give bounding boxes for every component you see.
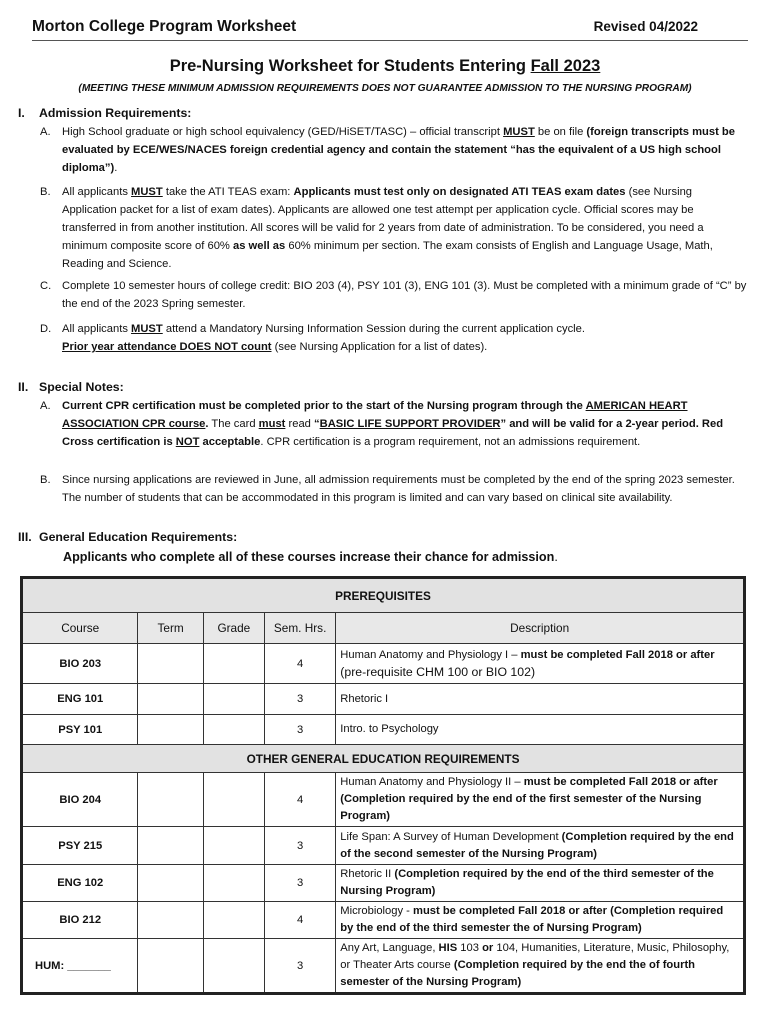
section-title: Special Notes: — [39, 380, 124, 394]
section-number: III. — [18, 530, 32, 544]
course-description: Rhetoric I — [336, 684, 745, 715]
term-cell[interactable] — [138, 773, 203, 827]
section-3-heading — [18, 530, 238, 544]
table-row — [22, 715, 745, 745]
grade-cell[interactable] — [203, 715, 264, 745]
grade-cell[interactable] — [203, 644, 264, 684]
worksheet-title — [0, 57, 770, 76]
sem-hours: 3 — [264, 827, 335, 865]
course-description: Microbiology - must be completed Fall 2018 or after (Completion required by the end of the third semester the of Nursing Program) — [336, 902, 745, 939]
page-header — [32, 18, 748, 41]
course-description: Human Anatomy and Physiology II – must be completed Fall 2018 or after (Completion required by the end of the first semester of the Nursing Program) — [336, 773, 745, 827]
special-note-b — [40, 471, 748, 507]
course-code: BIO 212 — [22, 902, 138, 939]
course-description: Any Art, Language, HIS 103 or 104, Humanities, Literature, Music, Philosophy, or Theater Arts course (Completion required by the end the of fourth semester of the Nursing Program) — [336, 939, 745, 994]
sem-hours: 4 — [264, 644, 335, 684]
term-cell[interactable] — [138, 684, 203, 715]
disclaimer: (MEETING THESE MINIMUM ADMISSION REQUIREMENTS DOES NOT GUARANTEE ADMISSION TO THE NURSING PROGRAM) — [78, 83, 692, 94]
other-title: OTHER GENERAL EDUCATION REQUIREMENTS — [22, 745, 745, 773]
item-label: A. — [40, 400, 51, 412]
col-description: Description — [336, 613, 745, 644]
sem-hours: 4 — [264, 902, 335, 939]
term-cell[interactable] — [138, 902, 203, 939]
item-text: All applicants MUST take the ATI TEAS exam: Applicants must test only on designated ATI TEAS exam dates (see Nursing Application packet for a list of exam dates). Applicants are allowed one test attempt per application cycle. Official scores may be transferred in from another institution. All scores will be valid for 2 years from date of administration. To be considered, you need a minimum composite score of 60% as well as 60% minimum per section. The exam consists of English and Language Usage, Math, Reading and Science. — [62, 186, 713, 270]
course-code: BIO 203 — [22, 644, 138, 684]
item-text: Since nursing applications are reviewed in June, all admission requirements must be completed by the end of the spring 2023 semester. The number of students that can be accommodated in this program is limited and can vary based on clinical site availability. — [62, 474, 735, 504]
item-label: C. — [40, 280, 52, 292]
item-label: B. — [40, 474, 51, 486]
table-row — [22, 644, 745, 684]
term-cell[interactable] — [138, 865, 203, 902]
course-code: PSY 215 — [22, 827, 138, 865]
section-1-heading — [18, 106, 192, 120]
requirement-b — [40, 183, 748, 273]
col-grade: Grade — [203, 613, 264, 644]
requirement-d — [40, 320, 748, 356]
item-text: High School graduate or high school equivalency (GED/HiSET/TASC) – official transcript MUST be on file (foreign transcripts must be evaluated by ECE/WES/NACES foreign credential agency and contain the statement “has the equivalent of a US high school diploma”). — [62, 126, 735, 174]
sem-hours: 3 — [264, 939, 335, 994]
section-2-heading — [18, 380, 124, 394]
table-row — [22, 684, 745, 715]
special-note-a — [40, 397, 748, 451]
term-cell[interactable] — [138, 939, 203, 994]
grade-cell[interactable] — [203, 865, 264, 902]
term-cell[interactable] — [138, 827, 203, 865]
course-description: Intro. to Psychology — [336, 715, 745, 745]
prereq-band — [22, 578, 745, 613]
applicants-note: Applicants who complete all of these courses increase their chance for admission. — [63, 550, 558, 564]
section-number: II. — [18, 380, 29, 394]
course-code: BIO 204 — [22, 773, 138, 827]
prereq-title: PREREQUISITES — [22, 578, 745, 613]
sem-hours: 3 — [264, 715, 335, 745]
col-hours: Sem. Hrs. — [264, 613, 335, 644]
revision-date: Revised 04/2022 — [593, 19, 698, 34]
col-course: Course — [22, 613, 138, 644]
col-term: Term — [138, 613, 203, 644]
requirement-c — [40, 277, 748, 313]
other-band — [22, 745, 745, 773]
title-term: Fall 2023 — [530, 57, 601, 75]
course-code[interactable]: HUM: _______ — [22, 939, 138, 994]
table-row — [22, 902, 745, 939]
requirement-a — [40, 123, 740, 177]
term-cell[interactable] — [138, 644, 203, 684]
table-row — [22, 865, 745, 902]
item-label: A. — [40, 126, 51, 138]
grade-cell[interactable] — [203, 684, 264, 715]
section-number: I. — [18, 106, 25, 120]
item-label: D. — [40, 323, 52, 335]
item-text: Current CPR certification must be completed prior to the start of the Nursing program through the AMERICAN HEART ASSOCIATION CPR course. The card must read “BASIC LIFE SUPPORT PROVIDER” and will be valid for a 2-year period. Red Cross certification is NOT acceptable. CPR certification is a program requirement, not an admissions requirement. — [62, 400, 724, 448]
grade-cell[interactable] — [203, 827, 264, 865]
college-title: Morton College Program Worksheet — [32, 18, 297, 35]
course-code: PSY 101 — [22, 715, 138, 745]
sem-hours: 4 — [264, 773, 335, 827]
table-row — [22, 773, 745, 827]
sem-hours: 3 — [264, 684, 335, 715]
course-code: ENG 101 — [22, 684, 138, 715]
section-title: Admission Requirements: — [39, 106, 192, 120]
section-title: General Education Requirements: — [39, 530, 238, 544]
grade-cell[interactable] — [203, 902, 264, 939]
term-cell[interactable] — [138, 715, 203, 745]
item-label: B. — [40, 186, 51, 198]
title-main: Pre-Nursing Worksheet for Students Entering — [169, 57, 531, 75]
column-header-row — [22, 613, 745, 644]
course-table — [20, 576, 746, 995]
grade-cell[interactable] — [203, 939, 264, 994]
grade-cell[interactable] — [203, 773, 264, 827]
course-description: Human Anatomy and Physiology I – must be completed Fall 2018 or after (pre-requisite CHM 100 or BIO 102) — [336, 644, 745, 684]
course-description: Life Span: A Survey of Human Development (Completion required by the end of the second semester of the Nursing Program) — [336, 827, 745, 865]
item-text: All applicants MUST attend a Mandatory Nursing Information Session during the current application cycle. Prior year attendance DOES NOT count (see Nursing Application for a list of dates). — [62, 323, 585, 353]
table-row — [22, 827, 745, 865]
sem-hours: 3 — [264, 865, 335, 902]
course-code: ENG 102 — [22, 865, 138, 902]
table-row — [22, 939, 745, 994]
item-text: Complete 10 semester hours of college credit: BIO 203 (4), PSY 101 (3), ENG 101 (3). Must be completed with a minimum grade of “C” by the end of the 2023 Spring semester. — [62, 280, 747, 310]
course-description: Rhetoric II (Completion required by the end of the third semester of the Nursing Program) — [336, 865, 745, 902]
